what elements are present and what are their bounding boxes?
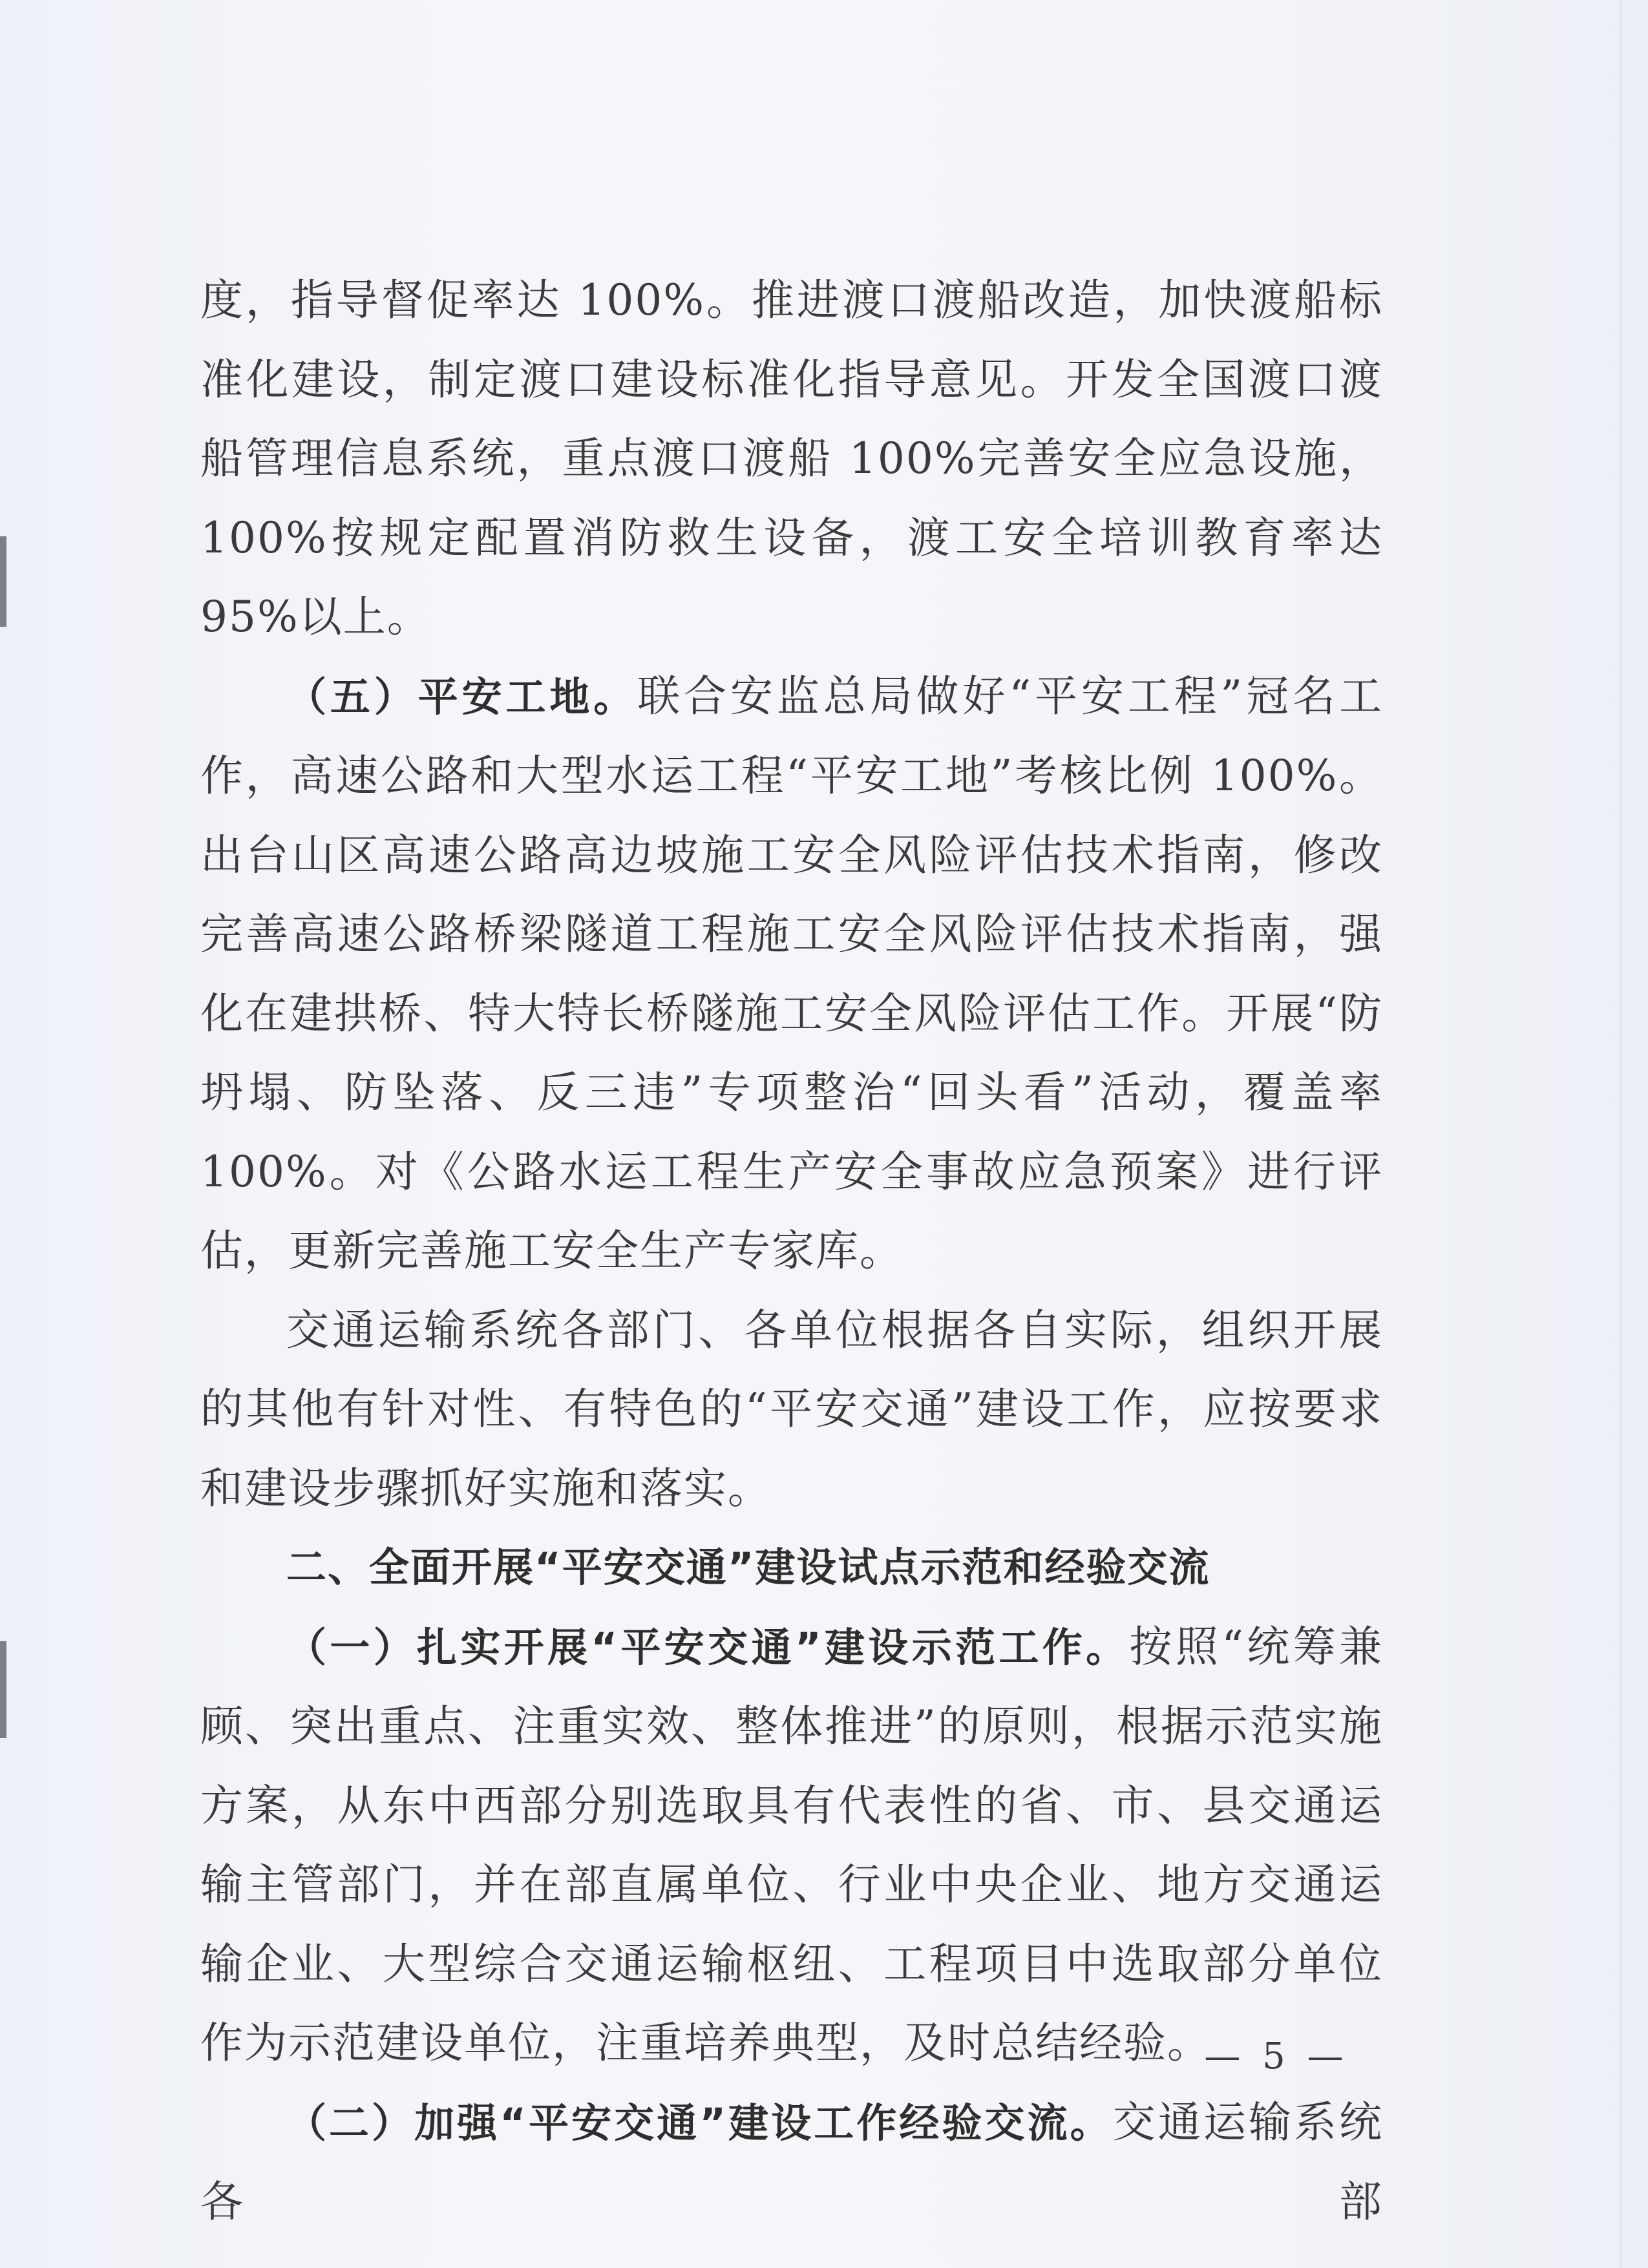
page-number: — 5 — [1204, 2035, 1349, 2077]
paragraph-demonstration [200, 1608, 1383, 2083]
paragraph-other-work [200, 1291, 1383, 1529]
paragraph-ferry [200, 261, 1383, 657]
body-text [200, 261, 1383, 2242]
binding-mark-top [0, 536, 6, 627]
page-edge [1620, 0, 1622, 2268]
paragraph-ferry-text: 度，指导督促率达 100%。推进渡口渡船改造，加快渡船标准化建设，制定渡口建设标准化指导意见。开发全国渡口渡船管理信息系统，重点渡口渡船 100%完善安全应急设施，100%按规定配置消防救生设备，渡工安全培训教育率达 95%以上。 [200, 275, 1383, 642]
paragraph-experience-exchange [200, 2083, 1383, 2242]
binding-mark-bottom [0, 1641, 6, 1738]
paragraph-safe-worksite-text: 联合安监总局做好“平安工程”冠名工作，高速公路和大型水运工程“平安工地”考核比例 100%。出台山区高速公路高边坡施工安全风险评估技术指南，修改完善高速公路桥梁隧道工程施工安全风险评估技术指南，强化在建拱桥、特大特长桥隧施工安全风险评估工作。开展“防坍塌、防坠落、反三违”专项整治“回头看”活动，覆盖率 100%。对《公路水运工程生产安全事故应急预案》进行评估，更新完善施工安全生产专家库。 [200, 671, 1383, 1276]
paragraph-experience-exchange-text: 交通运输系统各部 [200, 2097, 1384, 2227]
paragraph-safe-worksite [200, 657, 1383, 1291]
section-heading-pilot: 二、全面开展“平安交通”建设试点示范和经验交流 [286, 1544, 1210, 1591]
subheading-experience-exchange: （二）加强“平安交通”建设工作经验交流。 [286, 2099, 1113, 2147]
subheading-safe-worksite: （五）平安工地。 [286, 673, 638, 720]
paragraph-other-work-text: 交通运输系统各部门、各单位根据各自实际，组织开展的其他有针对性、有特色的“平安交通”建设工作，应按要求和建设步骤抓好实施和落实。 [200, 1305, 1383, 1513]
paragraph-demonstration-text: 按照“统筹兼顾、突出重点、注重实效、整体推进”的原则，根据示范实施方案，从东中西部分别选取具有代表性的省、市、县交通运输主管部门，并在部直属单位、行业中央企业、地方交通运输企业、大型综合交通运输枢纽、工程项目中选取部分单位作为示范建设单位，注重培养典型，及时总结经验。 [200, 1621, 1383, 2068]
subheading-demonstration: （一）扎实开展“平安交通”建设示范工作。 [286, 1623, 1130, 1671]
